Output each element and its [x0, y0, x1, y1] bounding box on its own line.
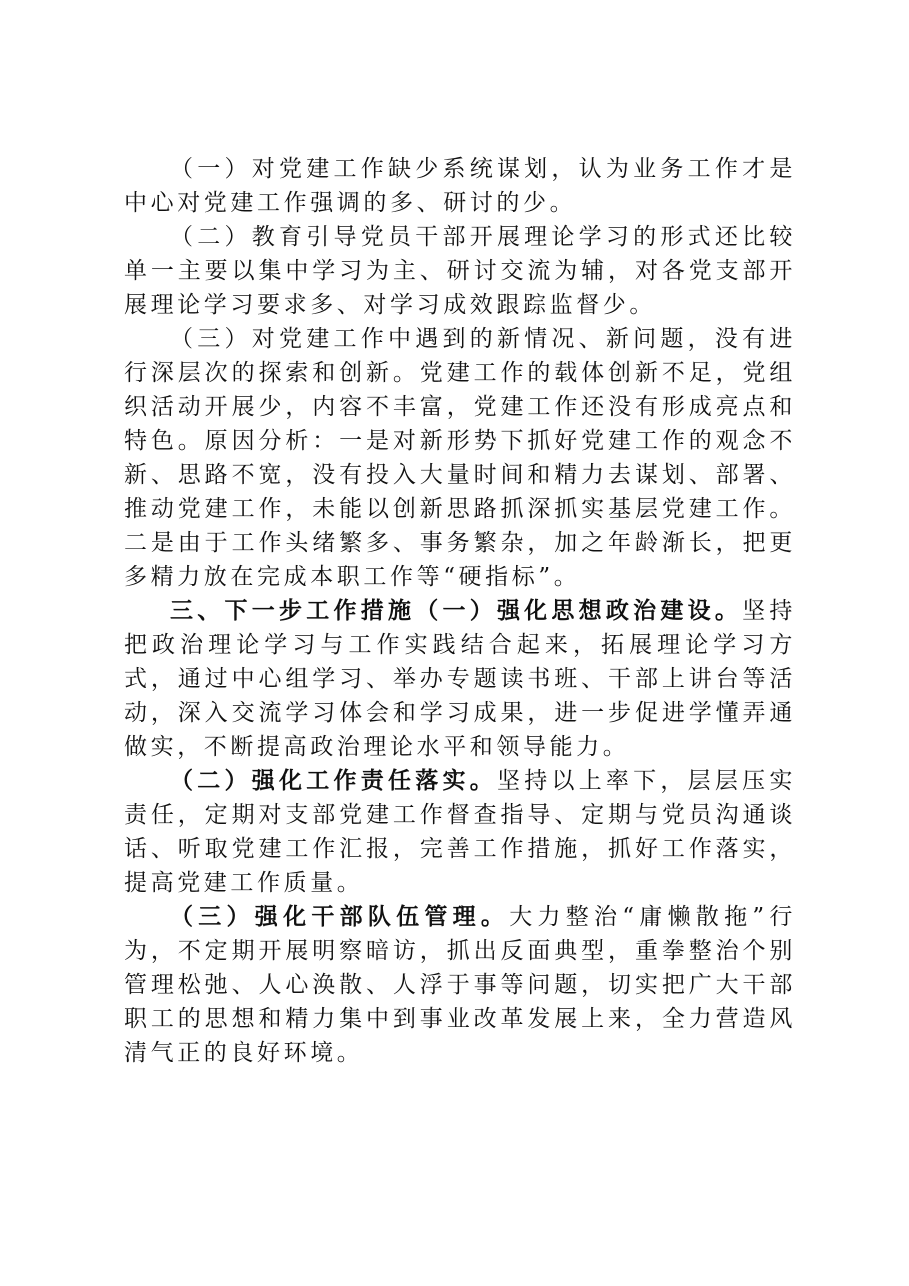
paragraph-2-text: （二）教育引导党员干部开展理论学习的形式还比较单一主要以集中学习为主、研讨交流为辅，对各党支部开展理论学习要求多、对学习成效跟踪监督少。: [124, 224, 796, 318]
paragraph-4: [124, 594, 796, 764]
paragraph-3-text: （三）对党建工作中遇到的新情况、新问题，没有进行深层次的探索和创新。党建工作的载体创新不足，党组织活动开展少，内容不丰富，党建工作还没有形成亮点和特色。原因分析：一是对新形势下抓好党建工作的观念不新、思路不宽，没有投入大量时间和精力去谋划、部署、推动党建工作，未能以创新思路抓深抓实基层党建工作。二是由于工作头绪繁多、事务繁杂，加之年龄渐长，把更多精力放在完成本职工作等“硬指标”。: [124, 326, 796, 590]
paragraph-5-lead: （二）强化工作责任落实。: [170, 768, 497, 794]
paragraph-1-text: （一）对党建工作缺少系统谋划，认为业务工作才是中心对党建工作强调的多、研讨的少。: [124, 156, 796, 216]
paragraph-2: [124, 220, 796, 322]
paragraph-4-text: 坚持把政治理论学习与工作实践结合起来，拓展理论学习方式，通过中心组学习、举办专题读书班、干部上讲台等活动，深入交流学习体会和学习成果，进一步促进学懂弄通做实，不断提高政治理论水平和领导能力。: [124, 598, 797, 760]
section-three-heading: 三、下一步工作措施（一）强化思想政治建设。: [170, 598, 743, 624]
paragraph-5: [124, 764, 796, 900]
document-body: [124, 152, 796, 1070]
paragraph-3: [124, 322, 796, 594]
paragraph-1: [124, 152, 796, 220]
paragraph-5-text: 坚持以上率下，层层压实责任，定期对支部党建工作督查指导、定期与党员沟通谈话、听取党建工作汇报，完善工作措施，抓好工作落实，提高党建工作质量。: [124, 768, 797, 896]
paragraph-6: [124, 900, 796, 1070]
paragraph-6-lead: （三）强化干部队伍管理。: [170, 904, 510, 930]
paragraph-6-text: 大力整治“庸懒散拖”行为，不定期开展明察暗访，抓出反面典型，重拳整治个别管理松弛、人心涣散、人浮于事等问题，切实把广大干部职工的思想和精力集中到事业改革发展上来，全力营造风清气正的良好环境。: [124, 904, 796, 1066]
